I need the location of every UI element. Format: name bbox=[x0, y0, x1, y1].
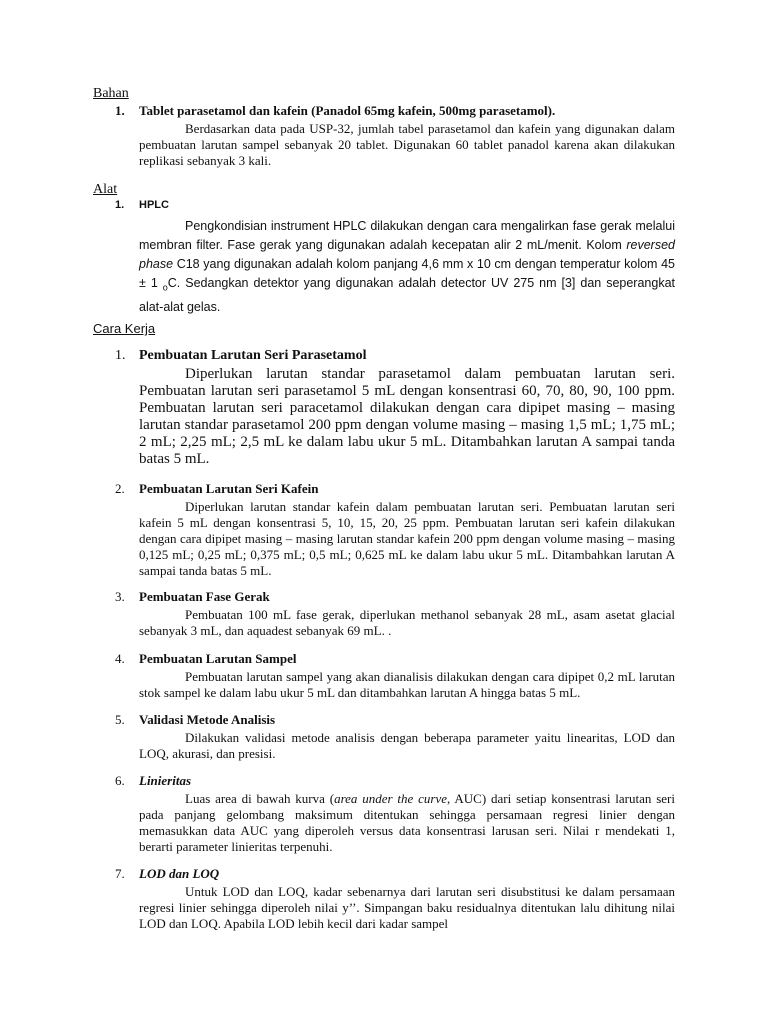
item-body: Diperlukan larutan standar parasetamol dalam pembuatan larutan seri. Pembuatan larutan seri parasetamol 5 mL dengan konsentrasi 60, 70, 80, 90, 100 ppm. Pembuatan larutan seri paracetamol dilakukan dengan cara dipipet masing – masing larutan standar parasetamol 200 ppm dengan volume masing – masing 1,5 mL; 1,75 mL; 2 mL; 2,25 mL; 2,5 mL ke dalam labu ukur 5 mL. Ditambahkan larutan A sampai tanda batas 5 mL. bbox=[139, 366, 675, 467]
item-body: Pembuatan larutan sampel yang akan dianalisis dilakukan dengan cara dipipet 0,2 mL larutan stok sampel ke dalam labu ukur 5 mL dan ditambahkan larutan A hingga batas 5 mL. bbox=[139, 669, 675, 700]
bahan-item-1 bbox=[93, 103, 675, 169]
item-title: Tablet parasetamol dan kafein (Panadol 65mg kafein, 500mg parasetamol). bbox=[139, 103, 556, 118]
item-title: Pembuatan Larutan Seri Parasetamol bbox=[139, 348, 367, 363]
item-title: Pembuatan Fase Gerak bbox=[139, 589, 270, 604]
item-number: 7. bbox=[115, 866, 125, 881]
item-number: 4. bbox=[115, 651, 125, 666]
cara-kerja-item-2 bbox=[93, 481, 675, 579]
cara-kerja-item-3 bbox=[93, 589, 675, 639]
item-body: Pengkondisian instrument HPLC dilakukan dengan cara mengalirkan fase gerak melalui membran filter. Fase gerak yang digunakan adalah kecepatan alir 2 mL/menit. Kolom reversed phase C18 yang digunakan adalah kolom panjang 4,6 mm x 10 cm dengan temperatur kolom 45 ± 1 $_o$C. Sedangkan detektor yang digunakan adalah detector UV 275 nm [3] dan seperangkat alat-alat gelas. bbox=[139, 219, 675, 314]
section-heading-cara-kerja: Cara Kerja bbox=[93, 321, 156, 336]
item-title: Pembuatan Larutan Seri Kafein bbox=[139, 481, 319, 496]
cara-kerja-item-4 bbox=[93, 651, 675, 701]
item-title: LOD dan LOQ bbox=[139, 866, 220, 881]
item-number: 6. bbox=[115, 773, 125, 788]
item-title: HPLC bbox=[139, 199, 169, 211]
item-number: 2. bbox=[115, 481, 125, 496]
item-body: Berdasarkan data pada USP-32, jumlah tabel parasetamol dan kafein yang digunakan dalam pembuatan larutan sampel sebanyak 20 tablet. Digunakan 60 tablet panadol karena akan dilakukan replikasi sebanyak 3 kali. bbox=[139, 121, 675, 168]
item-body: Diperlukan larutan standar kafein dalam pembuatan larutan seri. Pembuatan larutan seri kafein 5 mL dengan konsentrasi 5, 10, 15, 20, 25 ppm. Pembuatan larutan seri kafein dilakukan dengan cara dipipet masing – masing larutan standar kafein 200 ppm dengan volume masing – masing 0,125 mL; 0,25 mL; 0,375 mL; 0,5 mL; 0,625 mL ke dalam labu ukur 5 mL. Ditambahkan larutan A sampai tanda batas 5 mL. bbox=[139, 499, 675, 578]
item-number: 1. bbox=[115, 348, 126, 363]
item-title: Linieritas bbox=[139, 773, 192, 788]
item-body: Pembuatan 100 mL fase gerak, diperlukan methanol sebanyak 28 mL, asam asetat glacial sebanyak 3 mL, dan aquadest sebanyak 69 mL. . bbox=[139, 607, 675, 638]
item-body: Dilakukan validasi metode analisis dengan beberapa parameter yaitu linearitas, LOD dan LOQ, akurasi, dan presisi. bbox=[139, 730, 675, 761]
item-title: Pembuatan Larutan Sampel bbox=[139, 651, 297, 666]
item-number: 3. bbox=[115, 589, 125, 604]
item-number: 1. bbox=[115, 199, 125, 211]
item-body: Luas area di bawah kurva (area under the curve, AUC) dari setiap konsentrasi larutan seri pada panjang gelombang maksimum ditentukan sehingga persamaan regresi linier dengan memasukkan data AUC yang diperoleh versus data konsentrasi larusan seri. Nilai r mendekati 1, berarti parameter linieritas terpenuhi. bbox=[139, 791, 675, 854]
item-number: 1. bbox=[115, 103, 125, 118]
item-body: Untuk LOD dan LOQ, kadar sebenarnya dari larutan seri disubstitusi ke dalam persamaan regresi linier sehingga diperoleh nilai y’’. Simpangan baku residualnya ditentukan lalu dihitung nilai LOD dan LOQ. Apabila LOD lebih kecil dari kadar sampel bbox=[139, 884, 675, 931]
section-heading-alat: Alat bbox=[93, 182, 118, 197]
item-number: 5. bbox=[115, 712, 125, 727]
cara-kerja-item-6 bbox=[93, 773, 675, 855]
item-title: Validasi Metode Analisis bbox=[139, 712, 276, 727]
cara-kerja-item-5 bbox=[93, 712, 675, 762]
cara-kerja-item-7 bbox=[93, 866, 675, 932]
cara-kerja-item-1 bbox=[93, 348, 675, 468]
alat-item-1 bbox=[93, 199, 675, 317]
section-heading-bahan: Bahan bbox=[93, 86, 129, 101]
